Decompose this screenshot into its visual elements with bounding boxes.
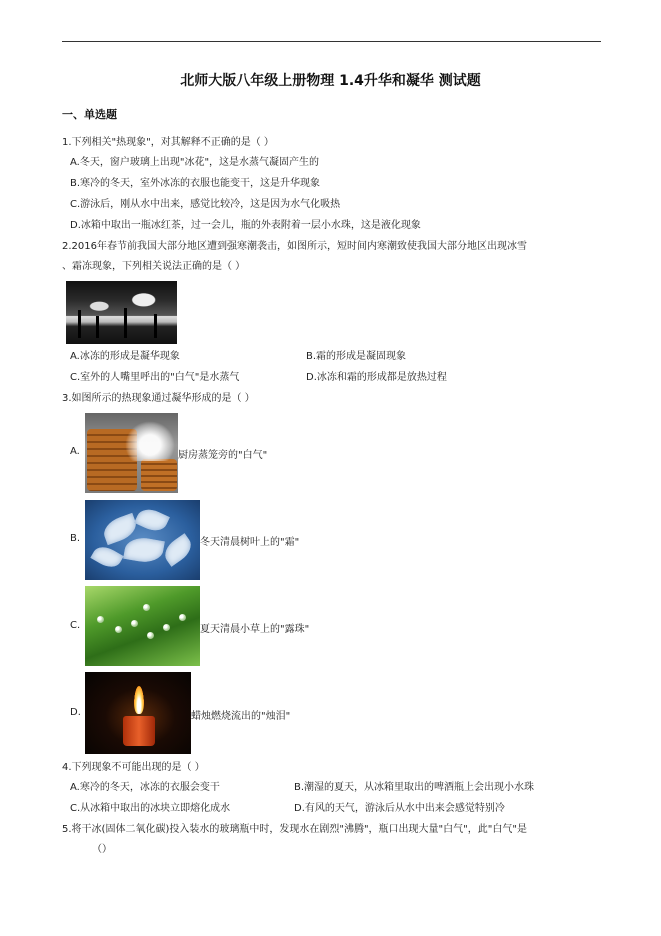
tree-silhouette [124,308,127,338]
q1-stem: 1.下列相关"热现象"，对其解释不正确的是（ ） [62,137,274,148]
steam-vapor [125,421,175,461]
q1-option-d: D.冰箱中取出一瓶冰红茶，过一会儿，瓶的外表附着一层小水珠，这是液化现象 [70,220,421,231]
candle-flame [134,686,144,714]
dew-grass-photo [85,586,200,666]
q3-option-a-caption: 厨房蒸笼旁的"白气" [178,450,268,461]
page-title: 北师大版八年级上册物理 1.4升华和凝华 测试题 [180,73,481,89]
q4-stem: 4.下列现象不可能出现的是（ ） [62,762,205,773]
q3-option-d-letter: D. [70,707,81,718]
frost-leaf [90,542,123,572]
tree-silhouette [78,310,81,338]
q3-option-b-caption: 冬天清晨树叶上的"霜" [200,537,300,548]
frosted-leaves-photo [85,500,200,580]
q3-option-d-caption: 蜡烛燃烧流出的"烛泪" [191,711,291,722]
q2-option-c: C.室外的人嘴里呼出的"白气"是水蒸气 [70,372,240,383]
candle-photo [85,672,191,754]
q5-stem-line2: （） [92,844,112,855]
winter-landscape-photo [66,281,177,344]
dew-drop [147,632,154,639]
q4-option-a: A.寒冷的冬天，冰冻的衣服会变干 [70,782,220,793]
dew-drop [131,620,138,627]
q3-option-c-caption: 夏天清晨小草上的"露珠" [200,624,310,635]
dew-drop [143,604,150,611]
q4-option-c: C.从冰箱中取出的冰块立即熔化成水 [70,803,231,814]
q1-option-c: C.游泳后，刚从水中出来，感觉比较冷，这是因为水气化吸热 [70,199,341,210]
q4-option-d: D.有风的天气，游泳后从水中出来会感觉特别冷 [294,803,505,814]
q4-option-b: B.潮湿的夏天，从冰箱里取出的啤酒瓶上会出现小水珠 [294,782,535,793]
q3-option-a-letter: A. [70,446,80,457]
tree-silhouette [96,316,99,338]
tree-silhouette [154,314,157,338]
q3-option-c-letter: C. [70,620,81,631]
frost-leaf [123,535,165,565]
steamer-photo [85,413,178,493]
dew-drop [115,626,122,633]
candle-body [123,716,155,746]
dew-drop [179,614,186,621]
q3-option-b-letter: B. [70,533,81,544]
q1-option-a: A.冬天，窗户玻璃上出现"冰花"，这是水蒸气凝固产生的 [70,157,320,168]
q3-stem: 3.如图所示的热现象通过凝华形成的是（ ） [62,393,255,404]
q2-option-d: D.冰冻和霜的形成都是放热过程 [306,372,447,383]
q2-stem-line1: 2.2016年春节前我国大部分地区遭到强寒潮袭击，如图所示，短时间内寒潮致使我国大部分地区出现冰雪 [62,241,527,252]
q2-stem-line2: 、霜冻现象，下列相关说法正确的是（ ） [62,261,246,272]
dew-drop [97,616,104,623]
steamer-basket [141,459,177,491]
q2-option-b: B.霜的形成是凝固现象 [306,351,407,362]
header-rule [62,41,601,42]
q5-stem-line1: 5.将干冰(固体二氧化碳)投入装水的玻璃瓶中时，发现水在剧烈"沸腾"，瓶口出现大量"白气"，此"白气"是 [62,824,527,835]
q1-option-b: B.寒冷的冬天，室外冰冻的衣服也能变干，这是升华现象 [70,178,321,189]
frost-leaf [160,533,196,567]
section-heading: 一、单选题 [62,108,117,121]
dew-drop [163,624,170,631]
q2-option-a: A.冰冻的形成是凝华现象 [70,351,180,362]
frost-leaf [134,505,170,536]
